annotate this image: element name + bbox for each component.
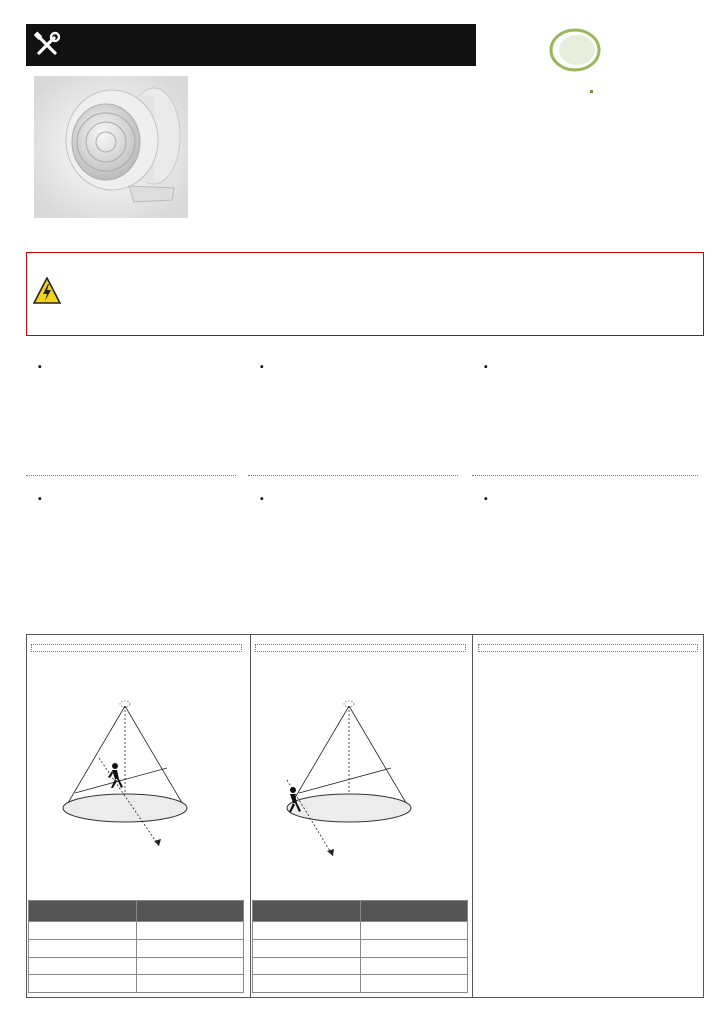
knx-logo xyxy=(588,86,658,108)
warning-es xyxy=(314,256,474,270)
walking-person-icon xyxy=(108,763,123,788)
walk-across-table xyxy=(252,900,468,993)
warning-it xyxy=(483,293,701,307)
walk-towards-diagram xyxy=(27,696,249,896)
column-header xyxy=(29,901,137,922)
column-header xyxy=(360,901,468,922)
table-row xyxy=(29,939,244,957)
warning-fr xyxy=(314,306,479,320)
logo-swoosh-icon xyxy=(545,26,605,74)
warning-pt xyxy=(483,256,701,270)
info-it xyxy=(472,480,698,493)
column-header xyxy=(136,901,244,922)
table-row xyxy=(253,975,468,993)
header-bar xyxy=(26,24,476,66)
wrench-screwdriver-icon xyxy=(32,30,62,60)
info-fr xyxy=(248,480,462,493)
table-row xyxy=(253,939,468,957)
walk-across-diagram xyxy=(251,696,473,896)
detection-fan-diagram xyxy=(474,700,702,860)
info-en xyxy=(26,348,240,361)
walk-towards-table xyxy=(28,900,244,993)
product-photo xyxy=(34,76,188,218)
table-row xyxy=(253,957,468,975)
table-row xyxy=(29,957,244,975)
divider xyxy=(472,475,698,476)
table-row xyxy=(29,922,244,940)
warning-de xyxy=(67,306,312,320)
warning-box xyxy=(26,252,704,336)
walk-across-caption xyxy=(255,644,466,652)
electrical-hazard-icon xyxy=(33,277,61,305)
info-pt xyxy=(472,348,698,361)
detection-pattern-caption xyxy=(478,644,698,652)
cp-electronics-logo xyxy=(545,26,705,76)
divider xyxy=(248,475,458,476)
info-es xyxy=(248,348,462,361)
warning-en xyxy=(67,256,295,270)
column-header xyxy=(253,901,361,922)
divider xyxy=(26,475,236,476)
walk-towards-caption xyxy=(31,644,242,652)
info-de xyxy=(26,480,240,493)
table-row xyxy=(253,922,468,940)
detection-plan-diagram xyxy=(504,868,674,996)
table-row xyxy=(29,975,244,993)
